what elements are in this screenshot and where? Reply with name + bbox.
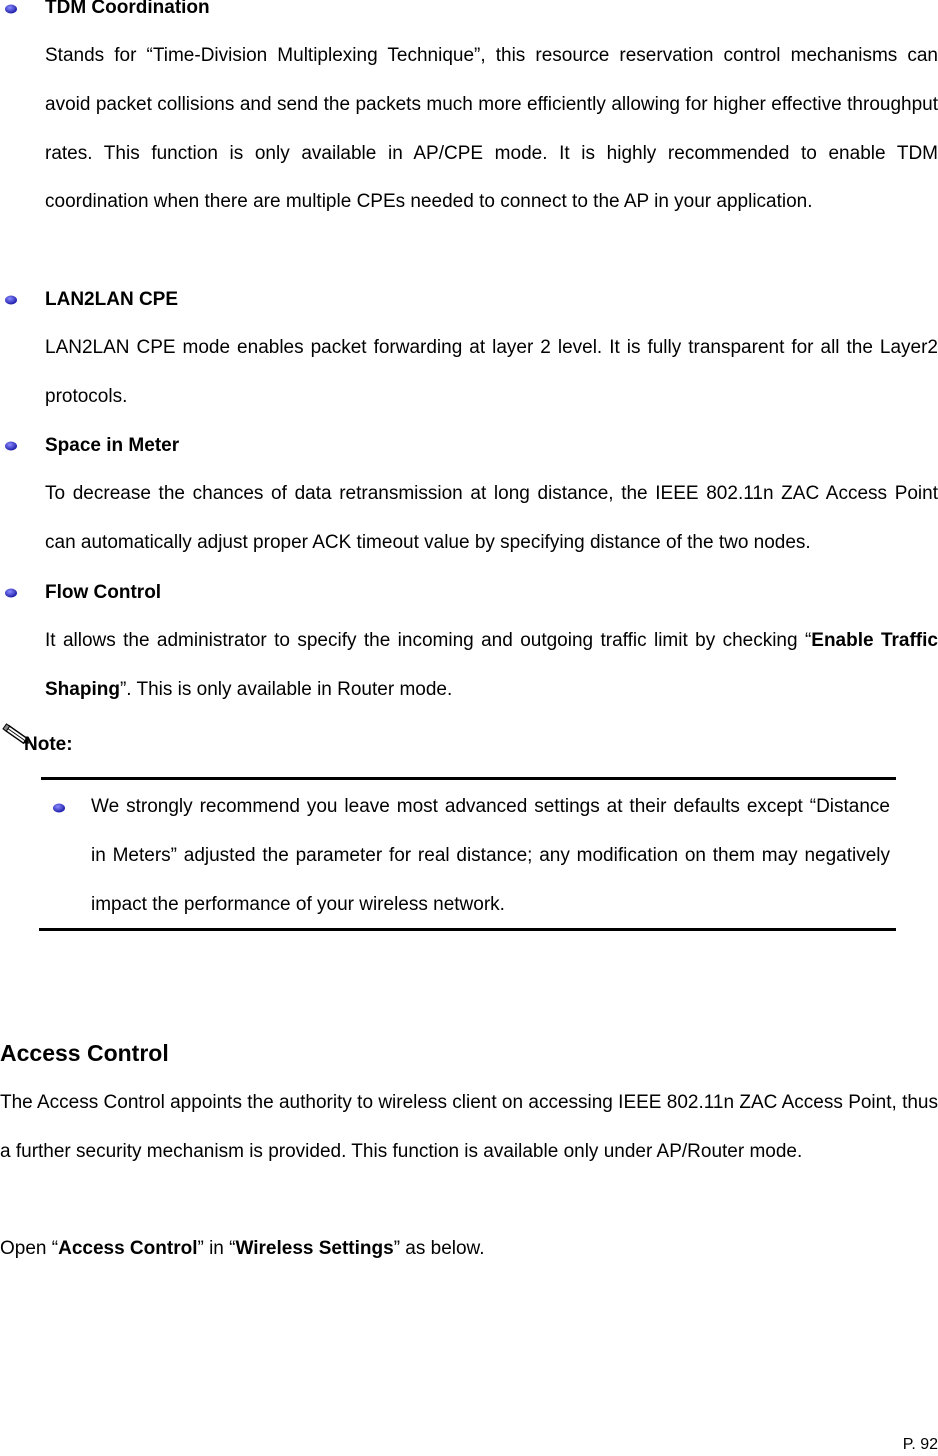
item-body: LAN2LAN CPE mode enables packet forwarding at layer 2 level. It is fully transparent for all the Layer2 protocols. <box>45 337 938 407</box>
item-body-emphasis: Enable Traffic Shaping <box>45 630 938 700</box>
bullet-icon <box>4 293 18 307</box>
bullet-icon <box>4 439 18 453</box>
section-body: The Access Control appoints the authority to wireless client on accessing IEEE 802.11n ZAC Access Point, thus a further security mechanism is provided. This function is available only under AP/Router mode. <box>0 1092 938 1162</box>
item-title: Space in Meter <box>45 435 180 456</box>
note-label: Note: <box>24 734 73 755</box>
bullet-icon <box>52 801 66 815</box>
instruction-text: Open “ <box>0 1238 59 1259</box>
page-number: P. 92 <box>902 1436 938 1453</box>
instruction-emphasis: Access Control <box>58 1238 198 1259</box>
instruction-emphasis: Wireless Settings <box>235 1238 394 1259</box>
section-instruction <box>0 1225 938 1274</box>
item-body: To decrease the chances of data retransmission at long distance, the IEEE 802.11n ZAC Access Point can automatically adjust proper ACK timeout value by specifying distance of the two nodes. <box>45 483 938 553</box>
item-body-text: It allows the administrator to specify the incoming and outgoing traffic limit by checking “ <box>45 630 812 651</box>
bullet-icon <box>4 586 18 600</box>
item-title: LAN2LAN CPE <box>45 289 179 310</box>
instruction-text: ” in “ <box>197 1238 236 1259</box>
note-bottom-rule <box>39 928 896 931</box>
item-title: Flow Control <box>45 582 162 603</box>
instruction-text: ” as below. <box>393 1238 485 1259</box>
section-title: Access Control <box>0 1040 169 1066</box>
item-body-text: ”. This is only available in Router mode. <box>119 678 453 700</box>
bullet-icon <box>4 2 18 16</box>
note-text: We strongly recommend you leave most advanced settings at their defaults except “Distance in Meters” adjusted the parameter for real distance; any modification on them may negatively impact the performance of your wireless network. <box>91 796 890 915</box>
item-body: Stands for “Time-Division Multiplexing Technique”, this resource reservation control mechanisms can avoid packet collisions and send the packets much more efficiently allowing for higher effective throughput rates. This function is only available in AP/CPE mode. It is highly recommended to enable TDM coordination when there are multiple CPEs needed to connect to the AP in your application. <box>45 45 938 213</box>
item-body <box>45 617 938 715</box>
note-top-rule <box>41 777 896 780</box>
item-title: TDM Coordination <box>45 0 210 18</box>
